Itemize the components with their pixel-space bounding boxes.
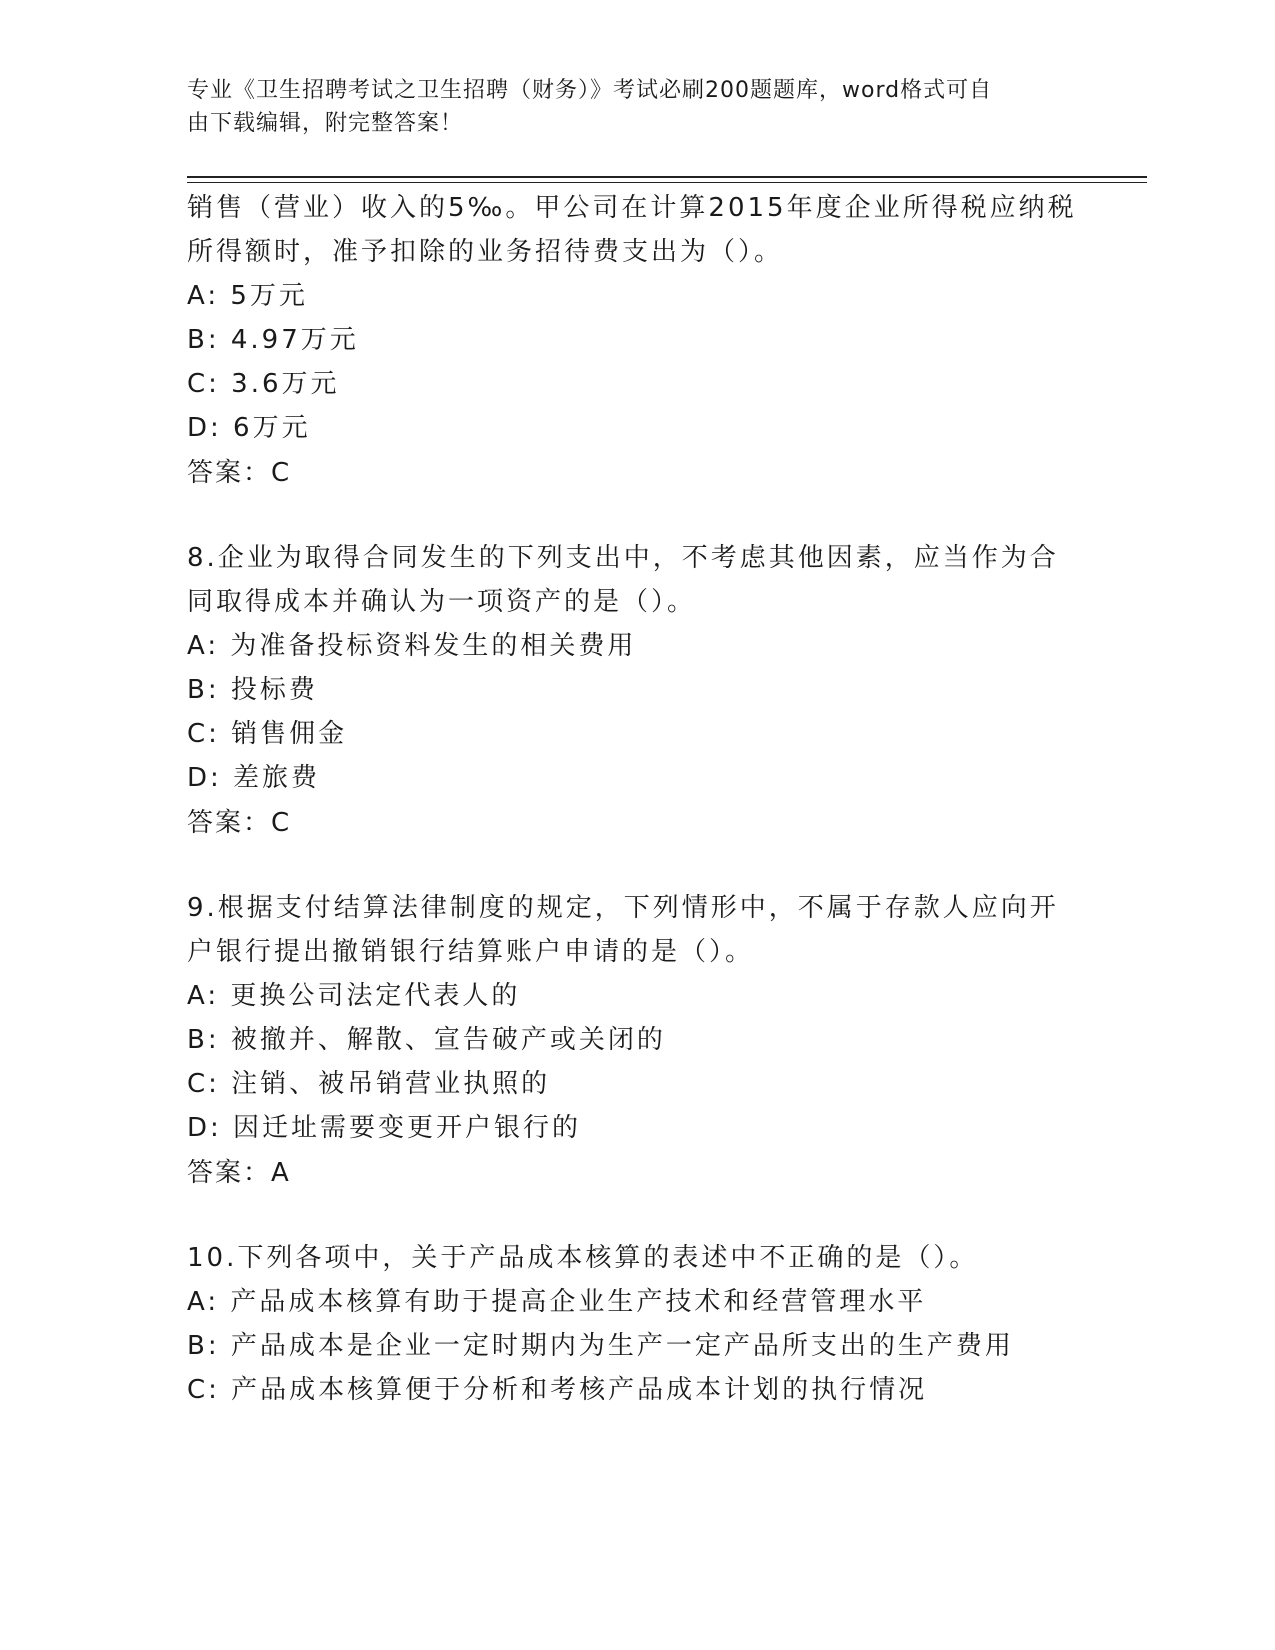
answer-option: A: 为准备投标资料发生的相关费用 [187,631,637,661]
answer-option: A: 更换公司法定代表人的 [187,981,521,1011]
answer-option: C: 销售佣金 [187,719,348,749]
answer-option: C: 产品成本核算便于分析和考核产品成本计划的执行情况 [187,1375,928,1405]
question-block [187,186,1087,496]
answer-option: C: 3.6万元 [187,369,340,399]
question-stem-line: 所得额时，准予扣除的业务招待费支出为（）。 [187,237,784,267]
question-block [187,536,1087,846]
question-stem-line: 同取得成本并确认为一项资产的是（）。 [187,587,697,617]
answer-option: B: 投标费 [187,675,318,705]
answer-option: A: 产品成本核算有助于提高企业生产技术和经营管理水平 [187,1287,927,1317]
answer-key: 答案：C [187,808,292,838]
answer-option: B: 被撤并、解散、宣告破产或关闭的 [187,1025,666,1055]
answer-option: A: 5万元 [187,281,308,311]
question-stem-line: 8.企业为取得合同发生的下列支出中，不考虑其他因素，应当作为合 [187,543,1059,573]
header-line-2: 由下载编辑，附完整答案！ [187,111,464,136]
header-line-1: 专业《卫生招聘考试之卫生招聘（财务）》考试必刷200题题库，word格式可自 [187,78,993,103]
document-header [187,74,1067,140]
question-stem-line: 10.下列各项中，关于产品成本核算的表述中不正确的是（）。 [187,1243,979,1273]
answer-key: 答案：C [187,458,292,488]
answer-option: D: 6万元 [187,413,311,443]
answer-option: D: 差旅费 [187,763,321,793]
answer-option: C: 注销、被吊销营业执照的 [187,1069,551,1099]
answer-option: D: 因迁址需要变更开户银行的 [187,1113,582,1143]
answer-option: B: 4.97万元 [187,325,359,355]
question-block [187,1236,1087,1412]
answer-key: 答案：A [187,1158,291,1188]
header-rule-thin [187,182,1147,183]
question-block [187,886,1087,1196]
header-rule-thick [187,176,1147,178]
question-stem-line: 户银行提出撤销银行结算账户申请的是（）。 [187,937,755,967]
answer-option: B: 产品成本是企业一定时期内为生产一定产品所支出的生产费用 [187,1331,1014,1361]
question-stem-line: 9.根据支付结算法律制度的规定，下列情形中，不属于存款人应向开 [187,893,1059,923]
question-stem-line: 销售（营业）收入的5‰。甲公司在计算2015年度企业所得税应纳税 [187,193,1077,223]
question-list [187,186,1087,1412]
